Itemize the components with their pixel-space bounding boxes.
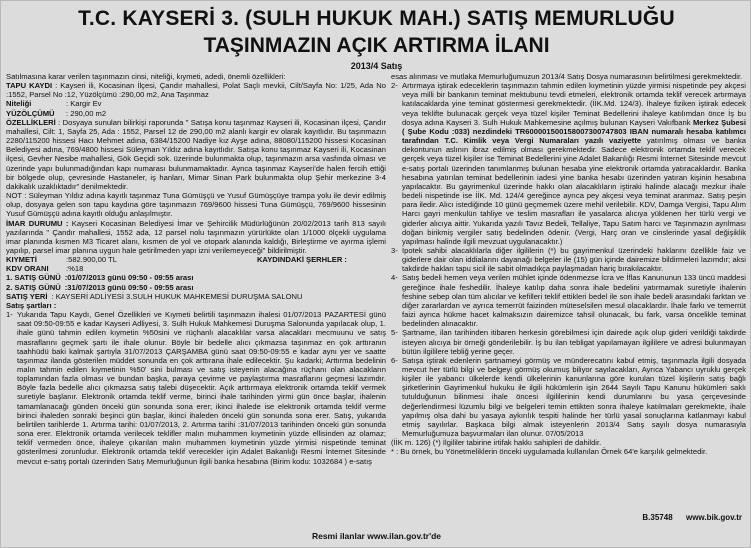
footnote: * : Bu örnek, bu Yönetmeliklerin önceki uygulamada kullanılan Örnek 64'e karşılık gelmektedir.: [391, 447, 708, 457]
condition-number: 2-: [391, 81, 398, 91]
condition-6-text: Satışa iştirak edenlerin şartnameyi görmüş ve münderecatını kabul etmiş, taşınmazla ilgili dosyada mevcut her türlü bilgi ve belgeyi görmüş okumuş biliyor sayılacakları, Ayrıca Yabancı uyruklu gerçek kişiler ile yabancı ülkelerde kendi ülkelerinin kanunlarına göre kurulan tüzel kişilerin satış bağlı şirketlerinin Gayrimenkul hukuku ile ilgili hükümlerin işin 2644 Sayılı Tapu Kanunu hükümleri saklı tutulduğunun bilinmesi ihale öncesi ilgililerinin kendi durumlarını bu yasa çerçevesinde değerlendirmesi lüzumlu bilgi ve belgeleri temin ettikten sonra ihaleye katılmaları gerekmekte, ihale yapılmış olsa dahi bu yasaya aykırılık tespiti halinde her türlü yasal sonuçlarına katlanmayı kabul etmiş sayılırlar. Başkaca bilgi almak isteyenlerin 2013/4 Satış sayılı dosya numarasıyla Memurluğumuza başvurmaları ilan olunur. 07/05/2013: [402, 355, 746, 439]
condition-4: [391, 273, 746, 328]
publication-code: [642, 513, 742, 522]
legal-reference: [391, 438, 746, 447]
condition-3-text: İpotek sahibi alacaklılarla diğer ilgililerin (*) bu gayrimenkul üzerindeki haklarını özellikle faiz ve giderlere dair olan iddialarını dayanağı belgeler ile (15) gün içinde dairemize bildirmeleri lazımdır; aksi takdirde hakları tapu sicil ile sabit olmadıkça paylaşmadan hariç bırakılacaktır.: [402, 245, 746, 274]
sale-date-1: [6, 273, 386, 282]
sale1-label: 1. SATIŞ GÜNÜ: [6, 273, 61, 283]
condition-6: [391, 356, 746, 438]
imar-label: İMAR DURUMU :: [6, 218, 69, 228]
condition-number: 1-: [6, 310, 13, 320]
ref-note: (*) İlgililer tabirine irtifak hakkı sahipleri de dahildir.: [432, 438, 602, 448]
kiymet-row: [6, 255, 386, 264]
sale2-label: 2. SATIŞ GÜNÜ: [6, 282, 61, 292]
ozellik-value: : Dosyaya sunulan bilirkişi raporunda " Satışa konu taşınmaz Kayseri ili, Kocasinan ilçesi, Çandır mahallesi, Cilt: 1, Sayfa 25, Ada : 1552, Parsel 12 de 290,00 m2 alanlı kargir ev olarak kayıtlıdır. Bu taşınmazın 2280/115200 hissesi Hacı Mehmet adına, 6384/15200 Nadiye kız Ayşe adına, 88080/115200 hissesi Kocasinan Belediyesi adına, 769/4800 hissesi Süleyman Yıldız adına kayıtlıdır. Satışa konu taşınmaz Kayseri ili, Kocasinan ilçesi, Gevher Nesibe mahallesi, Gök Geçidi sok. üzerinde bulunmakta olup, taşınmazın arsa vasfında olması ve üzerinde yapı bulunmadığından kapı numarası bulunmamaktadır. Aynca taşınmaz Kayseri'de halen fercih ettiği bir bölgede olup, çevresinde Hastaneler, iş hanları, Mimar Sinan Park bulunmakta olup Şehir merkezine 3-4 dakikalık uzaklıktadır" denilmektedir.: [6, 117, 386, 191]
announcement-title: TAŞINMAZIN AÇIK ARTIRMA İLANI: [203, 34, 550, 57]
condition-3: [391, 246, 746, 273]
tapu-value: : Kayseri ili, Kocasinan İlçesi, Çandır mahallesi, Polat Saçlı mevkii, Cilt/Sayfa No: 1/25, Ada No :1552, Parsel No :12, Yüzölçümü :290,00 m2, Ana Taşınmaz: [6, 81, 386, 100]
ref-text: (İİK m. 126): [391, 438, 431, 448]
nitelik-label: Niteliği: [6, 99, 32, 109]
conditions-heading: Satış şartları :: [6, 300, 57, 310]
nitelik-row: [6, 99, 386, 108]
condition-5: [391, 328, 746, 355]
yuzolcum-row: [6, 109, 386, 118]
condition-5-text: Şartname, ilan tarihinden itibaren herkesin görebilmesi için dairede açık olup gideri verildiği takdirde isteyen alıcıya bir örneği gönderilebilir. İş bu ilan tebligat yapılamayan ilgililere ve adresi bulunmayan bütün ilgililere tebliğ yerine geçer.: [402, 328, 746, 356]
sale-date-2: [6, 283, 386, 292]
kdv-value: :%18: [66, 264, 84, 274]
intro-text: Satılmasına karar verilen taşınmazın cinsi, niteliği, kıymeti, adedi, önemli özellikleri:: [6, 72, 286, 81]
bik-website[interactable]: www.bik.gov.tr: [685, 513, 742, 522]
note-text: NOT : Süleyman Yıldız adına kayıtlı taşınmaz Tuna Gümüşçü ve Yusuf Gümüşçüye trampa yolu ile devir edilmiş olup, dosyaya gelen son tapu kaydına göre taşınmazın 769/9600 hissesi Tuna Gümüşçü, 769/9600 hissesinin Yusuf Gümüşçü adına kayıtlı olduğu anlaşılmıştır.: [6, 191, 386, 219]
yuzolcum-label: YÜZÖLÇÜMÜ: [6, 108, 55, 118]
tapu-kaydi: [6, 81, 386, 99]
ozellikleri: [6, 118, 386, 191]
left-column: [6, 72, 386, 524]
bank-account-info: Merkez Şubesi ( Şube Kodu :033) nezdindeki TR600001500158007300747803 IBAN numaralı hesaba katılımcı tarafından T.C. Kimlik veya Vergi Numaraları yazılı vaziyette: [402, 117, 746, 146]
kdv-label: KDV ORANI: [6, 264, 49, 274]
kiymet-value: :582.900,00 TL: [66, 255, 117, 265]
office-title: T.C. KAYSERİ 3. (SULH HUKUK MAH.) SATIŞ MEMURLUĞU: [78, 7, 675, 30]
tapu-label: TAPU KAYDI: [6, 81, 53, 91]
kiymet-label: KIYMETİ: [6, 255, 37, 265]
ad-code: B.35748: [642, 513, 673, 522]
condition-2-text-a: Artırmaya iştirak edeceklerin taşınmazın tahmin edilen kıymetinin yüzde yirmisi nispetinde pey akçesi veya milli bir bankanın teminat mektubunu tevdi etmeleri, elektronik ortamda teklif verecek artırmaya katılacaklarda yine teminat göstermesi gerekmektedir. (İİK.Md. 124/3). İhaleye fiziken iştirak edecek veya teklifte bulunacak gerçek veya tüzel kişiler Teminat Bedellerini ihaleye katılımdan önce İş bu dosya adına Kayseri 3. Sulh Hukuk Mahkemesine açılmış bulunan Kayseri Vakıfbank: [402, 81, 746, 127]
condition-2: [391, 81, 746, 246]
condition-2-text-b: yatırılmış olması ve banka dekontunun aslının ibraz edilmiş olması gerekmektedir. Sadece elektronik ortamda teklif verecek gerçek veya tüzel kişiler ise Teminat Bedellerini yine Adalet Bakanlığı Resmi İnternet Sitesinde mevcut e-satış portalı üzerinden tanımlanmış bulunan hesaba yine elektronik ortamda yatıracaklardır. Banka hesabına yatırılan teminat bedellerinin iadesi yine banka hesabı üzerinden yatıran kişinin hesabına yapılacaktır. Bu gayrimenkul üzerinde hakkı olan alacaklıların iştiraki halinde alacağı mezkur ihale bedeli nispetinde ise İİK. Md. 124/4 gereğince ayrıca pey akçesi veya teminat aranmaz. Satış peşin para iledir. Alıcı istediğinde 10 günü geçmemek üzere mehil verilebilir. KDV, Damga Vergisi, Tapu Alım Harcı gayri menkulün tahliye ve teslim masrafları ile yasalarca alıcıya yüklenen her türlü vergi ve giderler alıcıya aittir. Yukarıda yazılı Tavız Bedeli, Tellaliye, Tapu Satım harcı ve Taşınmazın ayrılması doğan birikmiş vergiler satış bedelinden ödenir. (Vergi, Harç oran ve cinslerinde yasal değişiklik yapılması halinde ilgili mevzuat uygulanacaktır.): [402, 136, 746, 246]
right-column: [391, 72, 746, 524]
ozellik-label: ÖZELLİKLERİ: [6, 117, 56, 127]
footer-banner: Resmi ilanlar www.ilan.gov.tr'de: [311, 531, 442, 541]
kdv-row: [6, 264, 386, 273]
sale1-value: :01/07/2013 günü 09:50 - 09:55 arası: [64, 273, 194, 283]
yer-label: SATIŞ YERİ: [6, 291, 48, 301]
condition-number: 6-: [391, 355, 398, 365]
kayittaki-serhler: KAYDINDAKİ ŞERHLER :: [256, 255, 347, 265]
case-number: 2013/4 Satış: [350, 61, 403, 71]
nitelik-value: : Kargir Ev: [66, 99, 102, 109]
yuzolcum-value: : 290,00 m2: [66, 108, 107, 118]
condition-number: 5-: [391, 328, 398, 338]
imar-durumu: [6, 219, 386, 256]
sale-place: [6, 292, 386, 301]
condition-1-continued: esas alınması ve mutlaka Memurluğumuzun 2013/4 Satış Dosya numarasının belirtilmesi gerekmektedir.: [391, 72, 743, 81]
condition-1: [6, 310, 386, 466]
sale2-value: :31/07/2013 günü 09:50 - 09:55 arası: [64, 282, 194, 292]
condition-1-text: Yukarıda Tapu Kaydı, Genel Özellikleri ve Kıymeti belirtili taşınmazın ihalesi 01/07/2013 PAZARTESİ günü saat 09:50-09:55 e kadar Kayseri Adliyesi, 3. Sulh Hukuk Mahkemesi Duruşma Salonunda yapılacak olup, 1. ihale günü tahmin edilen kıymetin %50sini ve rüçhanlı alacaklılar varsa alacakları mecmuunu ve satış masraflarını geçmek şartı ile ihale olunur. Böyle bir bedelle alıcı çıkmazsa taşınmaz en çok arttıranın taahhüdü baki kalmak şartıyla 31/07/2013 ÇARŞAMBA günü saat 09:50-09:55 e kadar aynı yer ve saatte taşınmaz ilanda gösterilen müddet sonunda en çok arttırana ihale edilecektir. Şu kadarki; Arttırma bedelinin malın tahmin edilen kıymetinin %50' sini bulması ve satış isteyenin alacağına rüçhanı olan alacakların toplamından fazla olması ve bundan başka, paraya çevirme ve paylaştırma masraflarını geçmesi lazımdır. Böyle fazla bedelle alıcı çıkmazsa satış talebi düşecektir. Açık arttırmaya elektronik ortamda teklif vermek suretiyle başlanır. Elektronik ortamda teklif verme, birinci ihale tarihinden yirmi gün önce başlar, ihalenin tamamlanacağı günden önceki gün sonunda sona erer; ikinci ihalede ise elektronik ortamda teklif verme birinci ihaleden sonraki beşinci gün başlar, ikinci ihaleden önceki gün sonunda sona erer. Satış, yukarıda belirtilen tarihlerde 1. Artırma tarihi: 01/07/2013, 2. Artırma tarihi :31/07/2013 tarihinden önceki gün sonunda sona erer. Elektronik ortamda verilecek teklifler malın muhammen kıymetinin yüzde ellisinden az olamaz; teklif vermeden önce, ihaleye çıkarılan malın muhammen kıymetinin yüzde yirmisi nispetinde teminat gösterilmesi zorunludur. Elektronik ortamda teklif verecekler için Adalet Bakanlığı Resmi İnternet Sitesinde mevcut e-satış portalı üzerinden Satış Memurluğunun ilgili banka hesabına (Birim kodu: 1032684 ) e-satış: [17, 310, 386, 466]
imar-value: Kayseri Kocasinan Belediyesi İmar ve Şehircilik Müdürlüğünün 20/02/2013 tarih 813 sayılı yazılarında " Çandır mahallesi, 1552 ada, 12 parsel nolu taşınmazın yürürlükte olan 1/1000 ölçekli uygulama imar planında kısmen M3 Ticaret alanı, kısmen de yol ve otopark alanında kaldığı, Birleştirme ve ayırma işlemi yapılıp, parsel imar planına uygun hale getirilmeden yapı izni verilemeyeceği" bildirilmiştir.: [6, 218, 386, 255]
condition-4-text: Satış bedeli hemen veya verilen mühlet içinde ödenmezse İcra ve İflas Kanununun 133 üncü maddesi gereğince ihale feshedilir. İhaleye katılıp daha sonra ihale bedelini yatırmamak suretiyle ihalenin feshine sebep olan tüm alıcılar ve kefilleri teklif ettikleri bedel ile son ihale bedeli arasındaki farktan ve diğer zararlardan ve ayrıca temerrüt faizinden müteselsilen mesul olacaklardır. İhale farkı ve temerrüt faizi ayrıca hükme hacet kalmaksızın dairemizce tahsil olunacak, bu fark, varsa öncelikle teminat bedelinden alınacaktır.: [402, 273, 746, 329]
condition-number: 3-: [391, 245, 398, 255]
yer-value: : KAYSERİ ADLİYESİ 3.SULH HUKUK MAHKEMESİ DURUŞMA SALONU: [51, 291, 303, 301]
condition-number: 4-: [391, 273, 398, 283]
